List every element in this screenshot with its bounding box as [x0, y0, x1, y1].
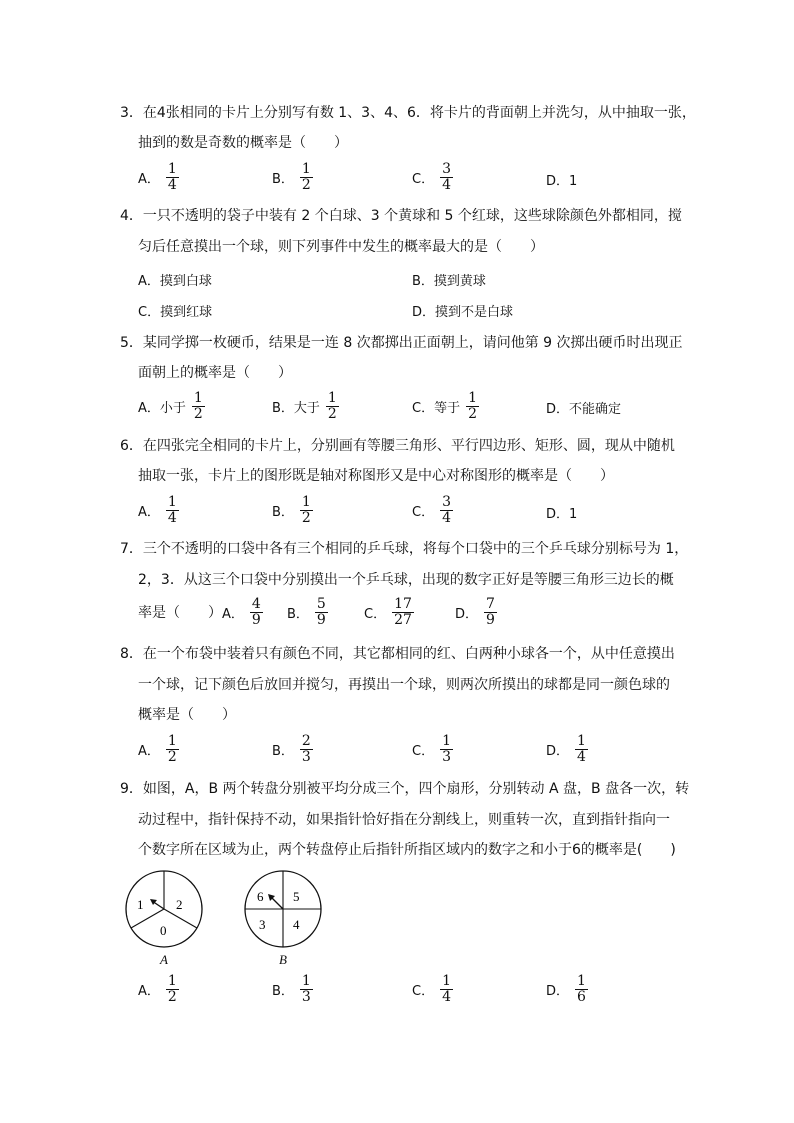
q9-text-line3: 个数字所在区域为止，两个转盘停止后指针所指区域内的数字之和小于6的概率是( ): [138, 842, 676, 858]
fraction: $\frac{1}{2}$: [301, 161, 311, 193]
q7-text-line3: 率是（ ）: [138, 605, 222, 621]
q8-text-line1: 8．在一个布袋中装着只有颜色不同，其它都相同的红、白两种小球各一个，从中任意摸出: [120, 646, 675, 662]
fraction: $\frac{4}{9}$: [251, 596, 261, 628]
q3-option-b[interactable]: B． $\frac{1}{2}$: [272, 161, 311, 193]
q9-text-line2: 动过程中，指针保持不动，如果指针恰好指在分割线上，则重转一次，直到指针指向一: [138, 812, 670, 828]
q6-text-line2: 抽取一张，卡片上的图形既是轴对称图形又是中心对称图形的概率是（ ）: [138, 468, 614, 484]
q4-text-line2: 匀后任意摸出一个球，则下列事件中发生的概率最大的是（ ）: [138, 239, 544, 255]
fraction: $\frac{1}{2}$: [167, 733, 177, 765]
spinner-a-diagram: [122, 867, 206, 951]
q7-option-c[interactable]: C． $\frac{17}{27}$: [364, 596, 412, 628]
fraction: $\frac{1}{3}$: [301, 973, 311, 1005]
fraction: $\frac{1}{4}$: [167, 161, 177, 193]
q5-text-line2: 面朝上的概率是（ ）: [138, 365, 292, 381]
fraction: $\frac{1}{6}$: [577, 973, 586, 1005]
spinner-b-number-3: 3: [259, 917, 266, 932]
fraction: $\frac{1}{2}$: [167, 973, 177, 1005]
fraction: $\frac{1}{2}$: [301, 494, 311, 526]
fraction: $\frac{5}{9}$: [316, 596, 326, 628]
q5-option-b[interactable]: B．大于 $\frac{1}{2}$: [272, 390, 337, 422]
spinner-a-number-1: 1: [137, 897, 144, 912]
q8-option-b[interactable]: B． $\frac{2}{3}$: [272, 733, 311, 765]
fraction: $\frac{17}{27}$: [394, 596, 412, 628]
q8-option-a[interactable]: A． $\frac{1}{2}$: [138, 733, 177, 765]
spinner-b-number-4: 4: [293, 917, 300, 932]
q3-option-a[interactable]: A． $\frac{1}{4}$: [138, 161, 177, 193]
q4-option-d[interactable]: D．摸到不是白球: [412, 305, 514, 320]
q6-option-d[interactable]: D．1: [546, 507, 578, 522]
fraction: $\frac{3}{4}$: [442, 494, 451, 526]
q4-option-c[interactable]: C．摸到红球: [138, 305, 213, 320]
q7-option-d[interactable]: D． $\frac{7}{9}$: [455, 596, 495, 628]
q9-option-d[interactable]: D． $\frac{1}{6}$: [546, 973, 586, 1005]
q9-option-c[interactable]: C． $\frac{1}{4}$: [412, 973, 451, 1005]
q4-option-a[interactable]: A．摸到白球: [138, 274, 212, 289]
q5-text-line1: 5．某同学掷一枚硬币，结果是一连 8 次都掷出正面朝上，请问他第 9 次掷出硬币时出现正: [120, 335, 683, 351]
q8-option-c[interactable]: C． $\frac{1}{3}$: [412, 733, 451, 765]
q6-text-line1: 6．在四张完全相同的卡片上，分别画有等腰三角形、平行四边形、矩形、圆，现从中随机: [120, 438, 675, 454]
fraction: $\frac{3}{4}$: [442, 161, 451, 193]
q9-text-line1: 9．如图，A，B 两个转盘分别被平均分成三个，四个扇形，分别转动 A 盘，B 盘各一次，转: [120, 781, 690, 797]
fraction: $\frac{1}{4}$: [577, 733, 586, 765]
q7-option-b[interactable]: B． $\frac{5}{9}$: [287, 596, 326, 628]
q6-option-a[interactable]: A． $\frac{1}{4}$: [138, 494, 177, 526]
q8-option-d[interactable]: D． $\frac{1}{4}$: [546, 733, 586, 765]
q8-text-line2: 一个球，记下颜色后放回并搅匀，再摸出一个球，则两次所摸出的球都是同一颜色球的: [138, 677, 670, 693]
spinner-a-label: A: [160, 952, 168, 967]
q6-option-b[interactable]: B． $\frac{1}{2}$: [272, 494, 311, 526]
fraction: $\frac{1}{2}$: [327, 390, 337, 422]
q9-option-b[interactable]: B． $\frac{1}{3}$: [272, 973, 311, 1005]
spinner-a-number-0: 0: [160, 923, 167, 938]
fraction: $\frac{1}{2}$: [193, 390, 203, 422]
q4-option-b[interactable]: B．摸到黄球: [412, 274, 486, 289]
q7-text-line2: 2，3．从这三个口袋中分别摸出一个乒乓球，出现的数字正好是等腰三角形三边长的概: [138, 572, 674, 588]
spinner-b-number-5: 5: [293, 889, 300, 904]
q4-text-line1: 4．一只不透明的袋子中装有 2 个白球、3 个黄球和 5 个红球，这些球除颜色外都相同，搅: [120, 208, 682, 224]
spinner-a-number-2: 2: [176, 897, 183, 912]
q9-option-a[interactable]: A． $\frac{1}{2}$: [138, 973, 177, 1005]
fraction: $\frac{7}{9}$: [486, 596, 495, 628]
spinner-b-number-6: 6: [257, 889, 264, 904]
fraction: $\frac{2}{3}$: [301, 733, 311, 765]
q7-text-line1: 7．三个不透明的口袋中各有三个相同的乒乓球，将每个口袋中的三个乒乓球分别标号为 1，: [120, 541, 689, 557]
spinner-b-label: B: [279, 952, 287, 967]
q7-option-a[interactable]: A． $\frac{4}{9}$: [222, 596, 261, 628]
fraction: $\frac{1}{4}$: [167, 494, 177, 526]
fraction: $\frac{1}{4}$: [442, 973, 451, 1005]
spinner-b-pointer: [271, 897, 283, 909]
fraction: $\frac{1}{2}$: [468, 390, 477, 422]
q3-option-c[interactable]: C． $\frac{3}{4}$: [412, 161, 451, 193]
q6-option-c[interactable]: C． $\frac{3}{4}$: [412, 494, 451, 526]
spinner-b-diagram: [241, 867, 325, 951]
q3-text-line2: 抽到的数是奇数的概率是（ ）: [138, 135, 348, 151]
q5-option-d[interactable]: D．不能确定: [546, 402, 622, 417]
q5-option-c[interactable]: C．等于 $\frac{1}{2}$: [412, 390, 477, 422]
q3-option-d[interactable]: D．1: [546, 174, 578, 189]
q8-text-line3: 概率是（ ）: [138, 707, 236, 723]
q5-option-a[interactable]: A．小于 $\frac{1}{2}$: [138, 390, 203, 422]
q3-text-line1: 3．在4张相同的卡片上分别写有数 1、3、4、6．将卡片的背面朝上并洗匀，从中抽取一张，: [120, 105, 696, 121]
fraction: $\frac{1}{3}$: [442, 733, 451, 765]
